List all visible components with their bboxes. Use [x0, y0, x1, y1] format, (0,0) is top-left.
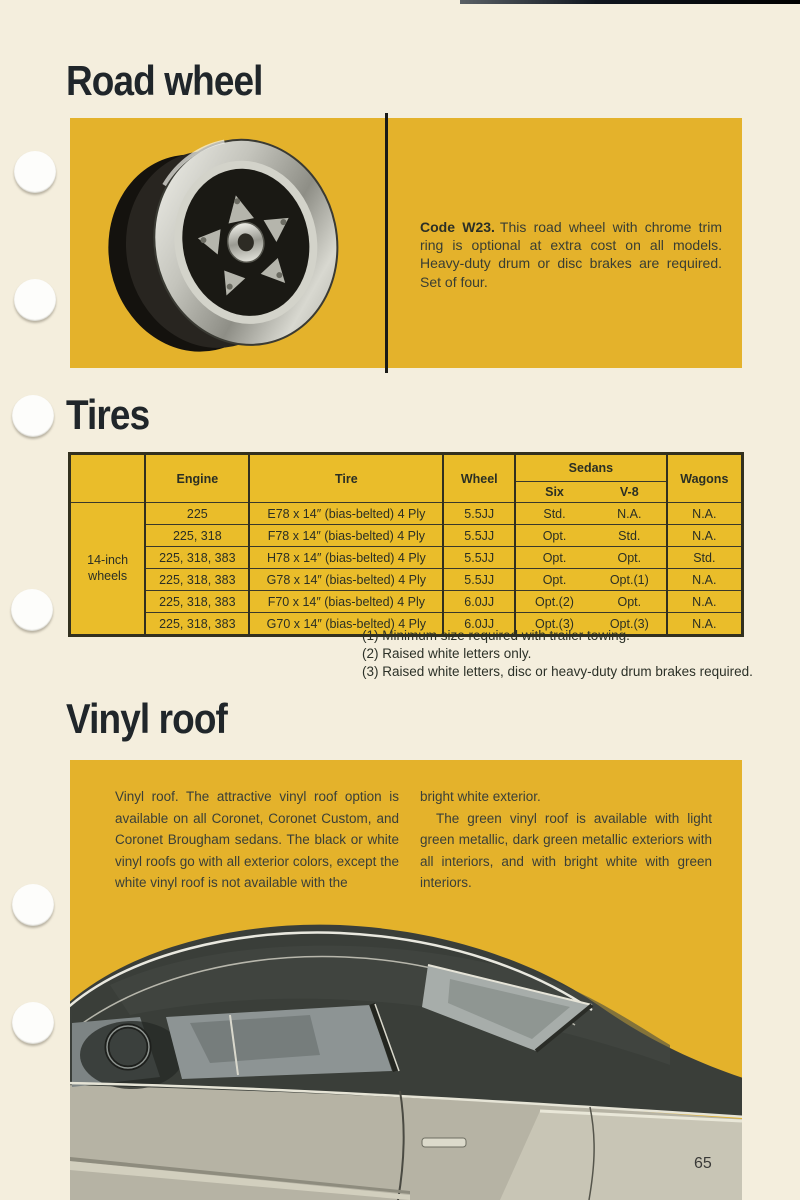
cell-engine: 225, 318, 383 — [145, 569, 249, 591]
footnote-2: (2) Raised white letters only. — [362, 646, 532, 662]
cell-engine: 225, 318 — [145, 525, 249, 547]
cell-wagons: Std. — [667, 547, 743, 569]
vinyl-roof-copy-right — [420, 786, 712, 894]
cell-wheel: 6.0JJ — [443, 591, 515, 613]
vinyl-roof-panel — [70, 760, 742, 1200]
cell-wheel: 6.0JJ — [443, 613, 515, 636]
col-header-sedans: Sedans — [515, 454, 667, 482]
road-wheel-photo — [88, 126, 388, 361]
vinyl-roof-copy-left: Vinyl roof. The attractive vinyl roof option is available on all Coronet, Coronet Custom, and Coronet Brougham sedans. The black or white vinyl roofs go with all exterior colors, except the white vinyl roof is not available with the — [115, 789, 399, 891]
cell-v8: N.A. — [593, 503, 667, 525]
cell-v8: Std. — [593, 525, 667, 547]
binder-hole — [12, 1002, 54, 1044]
binder-hole — [11, 589, 53, 631]
road-wheel-title: Road wheel — [66, 57, 263, 104]
cell-tire: F70 x 14″ (bias-belted) 4 Ply — [249, 591, 443, 613]
table-row — [70, 503, 743, 525]
col-header-tire: Tire — [249, 454, 443, 503]
cell-tire: H78 x 14″ (bias-belted) 4 Ply — [249, 547, 443, 569]
cell-six: Std. — [515, 503, 593, 525]
col-header-six: Six — [515, 482, 593, 503]
cell-wheel: 5.5JJ — [443, 547, 515, 569]
cell-tire: G70 x 14″ (bias-belted) 4 Ply — [249, 613, 443, 636]
option-code-label: Code W23. — [420, 219, 495, 235]
footnote-3: (3) Raised white letters, disc or heavy-duty drum brakes required. — [362, 664, 753, 680]
vinyl-roof-copy-right-para2: The green vinyl roof is available with light green metallic, dark green metallic exteriors with all interiors, and with bright white with green interiors. — [420, 810, 712, 891]
panel-divider-rule — [385, 113, 388, 373]
vinyl-roof-car-photo — [70, 905, 742, 1200]
row-group-line2: wheels — [88, 568, 128, 583]
cell-engine: 225, 318, 383 — [145, 547, 249, 569]
cell-wheel: 5.5JJ — [443, 525, 515, 547]
cell-v8: Opt. — [593, 547, 667, 569]
cell-wagons: N.A. — [667, 591, 743, 613]
cell-tire: G78 x 14″ (bias-belted) 4 Ply — [249, 569, 443, 591]
col-header-wheel: Wheel — [443, 454, 515, 503]
cell-tire: E78 x 14″ (bias-belted) 4 Ply — [249, 503, 443, 525]
page-number: 65 — [694, 1155, 712, 1172]
cell-six: Opt.(2) — [515, 591, 593, 613]
binder-hole — [12, 884, 54, 926]
table-row — [70, 547, 743, 569]
tires-title: Tires — [66, 391, 150, 438]
cell-engine: 225, 318, 383 — [145, 613, 249, 636]
cell-wagons: N.A. — [667, 613, 743, 636]
binder-hole — [12, 395, 54, 437]
cell-wagons: N.A. — [667, 569, 743, 591]
col-header-engine: Engine — [145, 454, 249, 503]
cell-six: Opt.(3) — [515, 613, 593, 636]
binder-hole — [14, 279, 56, 321]
tire-footnotes — [362, 628, 753, 683]
corner-cell — [70, 454, 146, 503]
table-row — [70, 591, 743, 613]
road-wheel-panel — [70, 118, 742, 368]
footnote-1: (1) Minimum size required with trailer towing. — [362, 628, 630, 643]
table-row — [70, 569, 743, 591]
cell-wheel: 5.5JJ — [443, 503, 515, 525]
tires-table-wrap — [68, 452, 744, 637]
vinyl-roof-title: Vinyl roof — [66, 695, 227, 742]
cell-v8: Opt.(3) — [593, 613, 667, 636]
cell-wagons: N.A. — [667, 503, 743, 525]
option-code-description: This road wheel with chrome trim ring is optional at extra cost on all models. Heavy-duty drum or disc brakes are required. Set of four. — [420, 219, 722, 290]
cell-six: Opt. — [515, 569, 593, 591]
tires-table — [68, 452, 744, 637]
road-wheel-caption — [420, 218, 722, 291]
vinyl-roof-copy-right-line1: bright white exterior. — [420, 789, 541, 804]
cell-engine: 225, 318, 383 — [145, 591, 249, 613]
row-group-label — [70, 503, 146, 636]
cell-six: Opt. — [515, 525, 593, 547]
cell-v8: Opt. — [593, 591, 667, 613]
binder-hole — [14, 151, 56, 193]
table-row — [70, 525, 743, 547]
cell-wheel: 5.5JJ — [443, 569, 515, 591]
cell-engine: 225 — [145, 503, 249, 525]
cell-six: Opt. — [515, 547, 593, 569]
col-header-v8: V-8 — [619, 485, 639, 499]
scan-edge-artifact — [460, 0, 800, 4]
cell-wagons: N.A. — [667, 525, 743, 547]
cell-tire: F78 x 14″ (bias-belted) 4 Ply — [249, 525, 443, 547]
cell-v8: Opt.(1) — [593, 569, 667, 591]
row-group-line1: 14-inch — [87, 552, 129, 567]
col-header-wagons: Wagons — [667, 454, 743, 503]
